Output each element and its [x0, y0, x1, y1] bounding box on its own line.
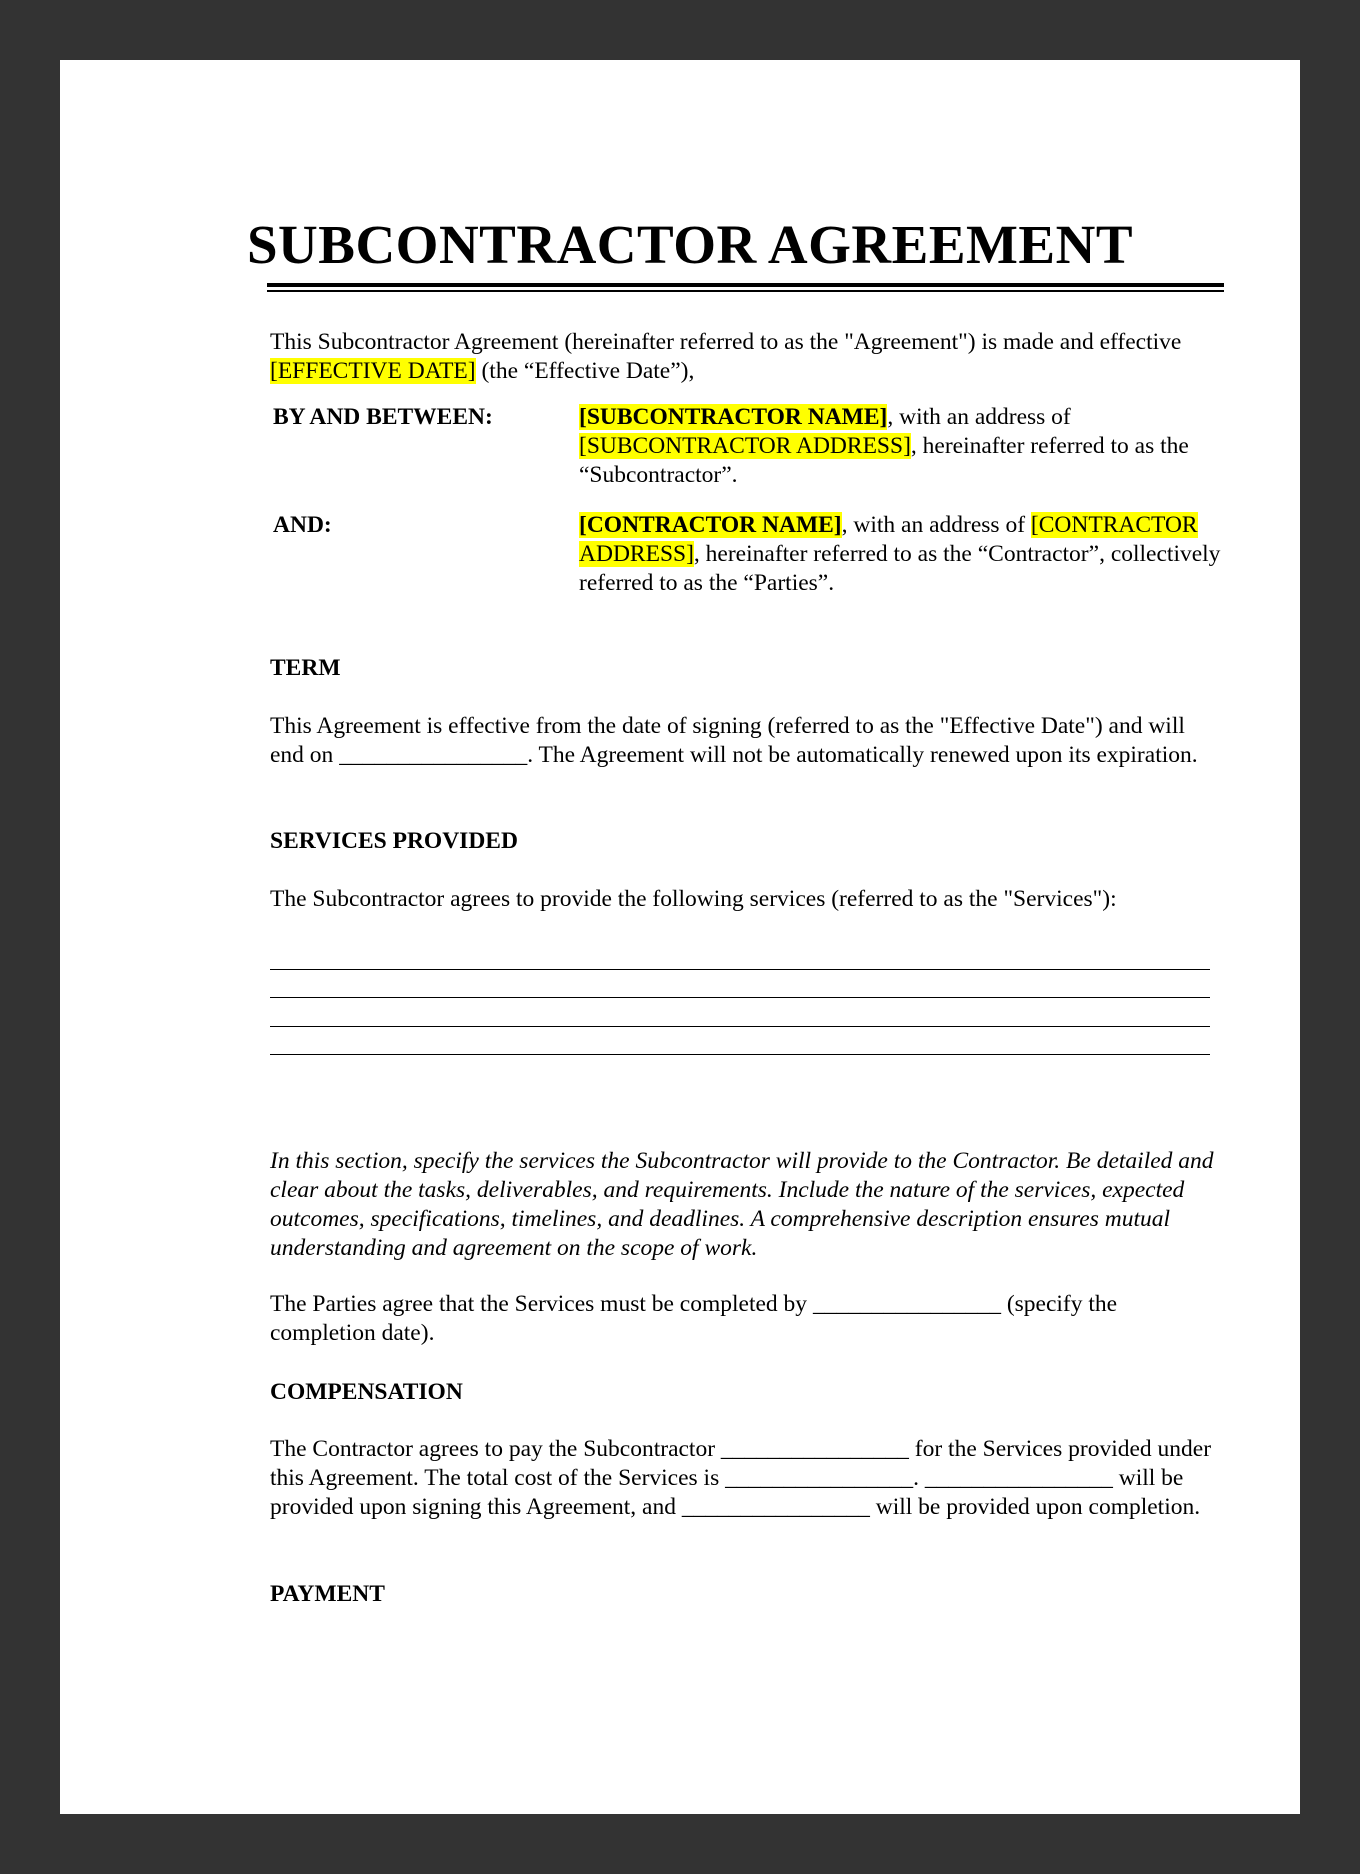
intro-text-2: (the “Effective Date”), — [475, 358, 695, 384]
signing-amount-blank[interactable]: ________________ — [924, 1465, 1113, 1491]
total-cost-blank[interactable]: ________________ — [725, 1465, 914, 1491]
services-fill-line[interactable] — [270, 1054, 1210, 1055]
party-details — [579, 511, 1279, 598]
effective-date-placeholder: [EFFECTIVE DATE] — [270, 358, 476, 384]
compensation-text-4: will be provided upon signing this Agreement, and — [270, 1465, 1184, 1520]
party-text-2: , hereinafter referred to as the “Contractor”, collectively referred to as the “Parties”. — [579, 541, 1221, 596]
services-fill-line[interactable] — [270, 997, 1210, 998]
intro-text-1: This Subcontractor Agreement (hereinafter referred to as the "Agreement") is made and effective — [270, 329, 1182, 355]
party-text-1: , with an address of — [887, 404, 1071, 430]
term-heading: TERM — [270, 655, 341, 681]
compensation-text-3: . — [913, 1465, 925, 1491]
completion-date-blank[interactable]: ________________ — [812, 1291, 1001, 1317]
party-label: BY AND BETWEEN: — [273, 404, 493, 430]
compensation-paragraph — [270, 1435, 1220, 1522]
intro-paragraph — [270, 328, 1220, 386]
compensation-text-5: will be provided upon completion. — [869, 1494, 1201, 1520]
subcontractor-address-placeholder: [SUBCONTRACTOR ADDRESS] — [579, 433, 911, 459]
document-title: SUBCONTRACTOR AGREEMENT — [246, 214, 1134, 275]
payment-amount-blank[interactable]: ________________ — [720, 1436, 909, 1462]
party-text-1: , with an address of — [841, 512, 1031, 538]
party-details — [579, 403, 1279, 490]
term-paragraph — [270, 712, 1220, 770]
completion-text-2: (specify the completion date). — [270, 1291, 1118, 1346]
compensation-text-2: for the Services provided under this Agreement. The total cost of the Services is — [270, 1436, 1212, 1491]
completion-amount-blank[interactable]: ________________ — [681, 1494, 870, 1520]
term-text-2: . The Agreement will not be automatically renewed upon its expiration. — [527, 742, 1198, 768]
title-double-rule — [267, 283, 1224, 292]
party-text-2: , hereinafter referred to as the “Subcontractor”. — [579, 433, 1189, 488]
services-heading: SERVICES PROVIDED — [270, 828, 518, 854]
completion-text-1: The Parties agree that the Services must be completed by — [270, 1291, 813, 1317]
contractor-name-placeholder: [CONTRACTOR NAME] — [579, 512, 842, 538]
payment-heading: PAYMENT — [270, 1581, 385, 1607]
party-label: AND: — [273, 512, 332, 538]
contractor-address-placeholder: [CONTRACTOR ADDRESS] — [579, 512, 1198, 567]
services-fill-line[interactable] — [270, 969, 1210, 970]
compensation-text-1: The Contractor agrees to pay the Subcontractor — [270, 1436, 721, 1462]
completion-paragraph — [270, 1290, 1220, 1348]
term-text-1: This Agreement is effective from the date of signing (referred to as the "Effective Date") and will end on — [270, 713, 1185, 768]
document-page — [60, 60, 1300, 1814]
term-end-date-blank[interactable]: ________________ — [339, 742, 528, 768]
compensation-heading: COMPENSATION — [270, 1379, 463, 1405]
services-intro: The Subcontractor agrees to provide the following services (referred to as the "Services"): — [270, 886, 1117, 912]
services-guidance: In this section, specify the services the Subcontractor will provide to the Contractor. Be detailed and clear about the tasks, deliverables, and requirements. Include the nature of the services, expected outcomes, specifications, timelines, and deadlines. A comprehensive description ensures mutual understanding and agreement on the scope of work. — [270, 1148, 1214, 1261]
services-fill-line[interactable] — [270, 1026, 1210, 1027]
subcontractor-name-placeholder: [SUBCONTRACTOR NAME] — [579, 404, 888, 430]
